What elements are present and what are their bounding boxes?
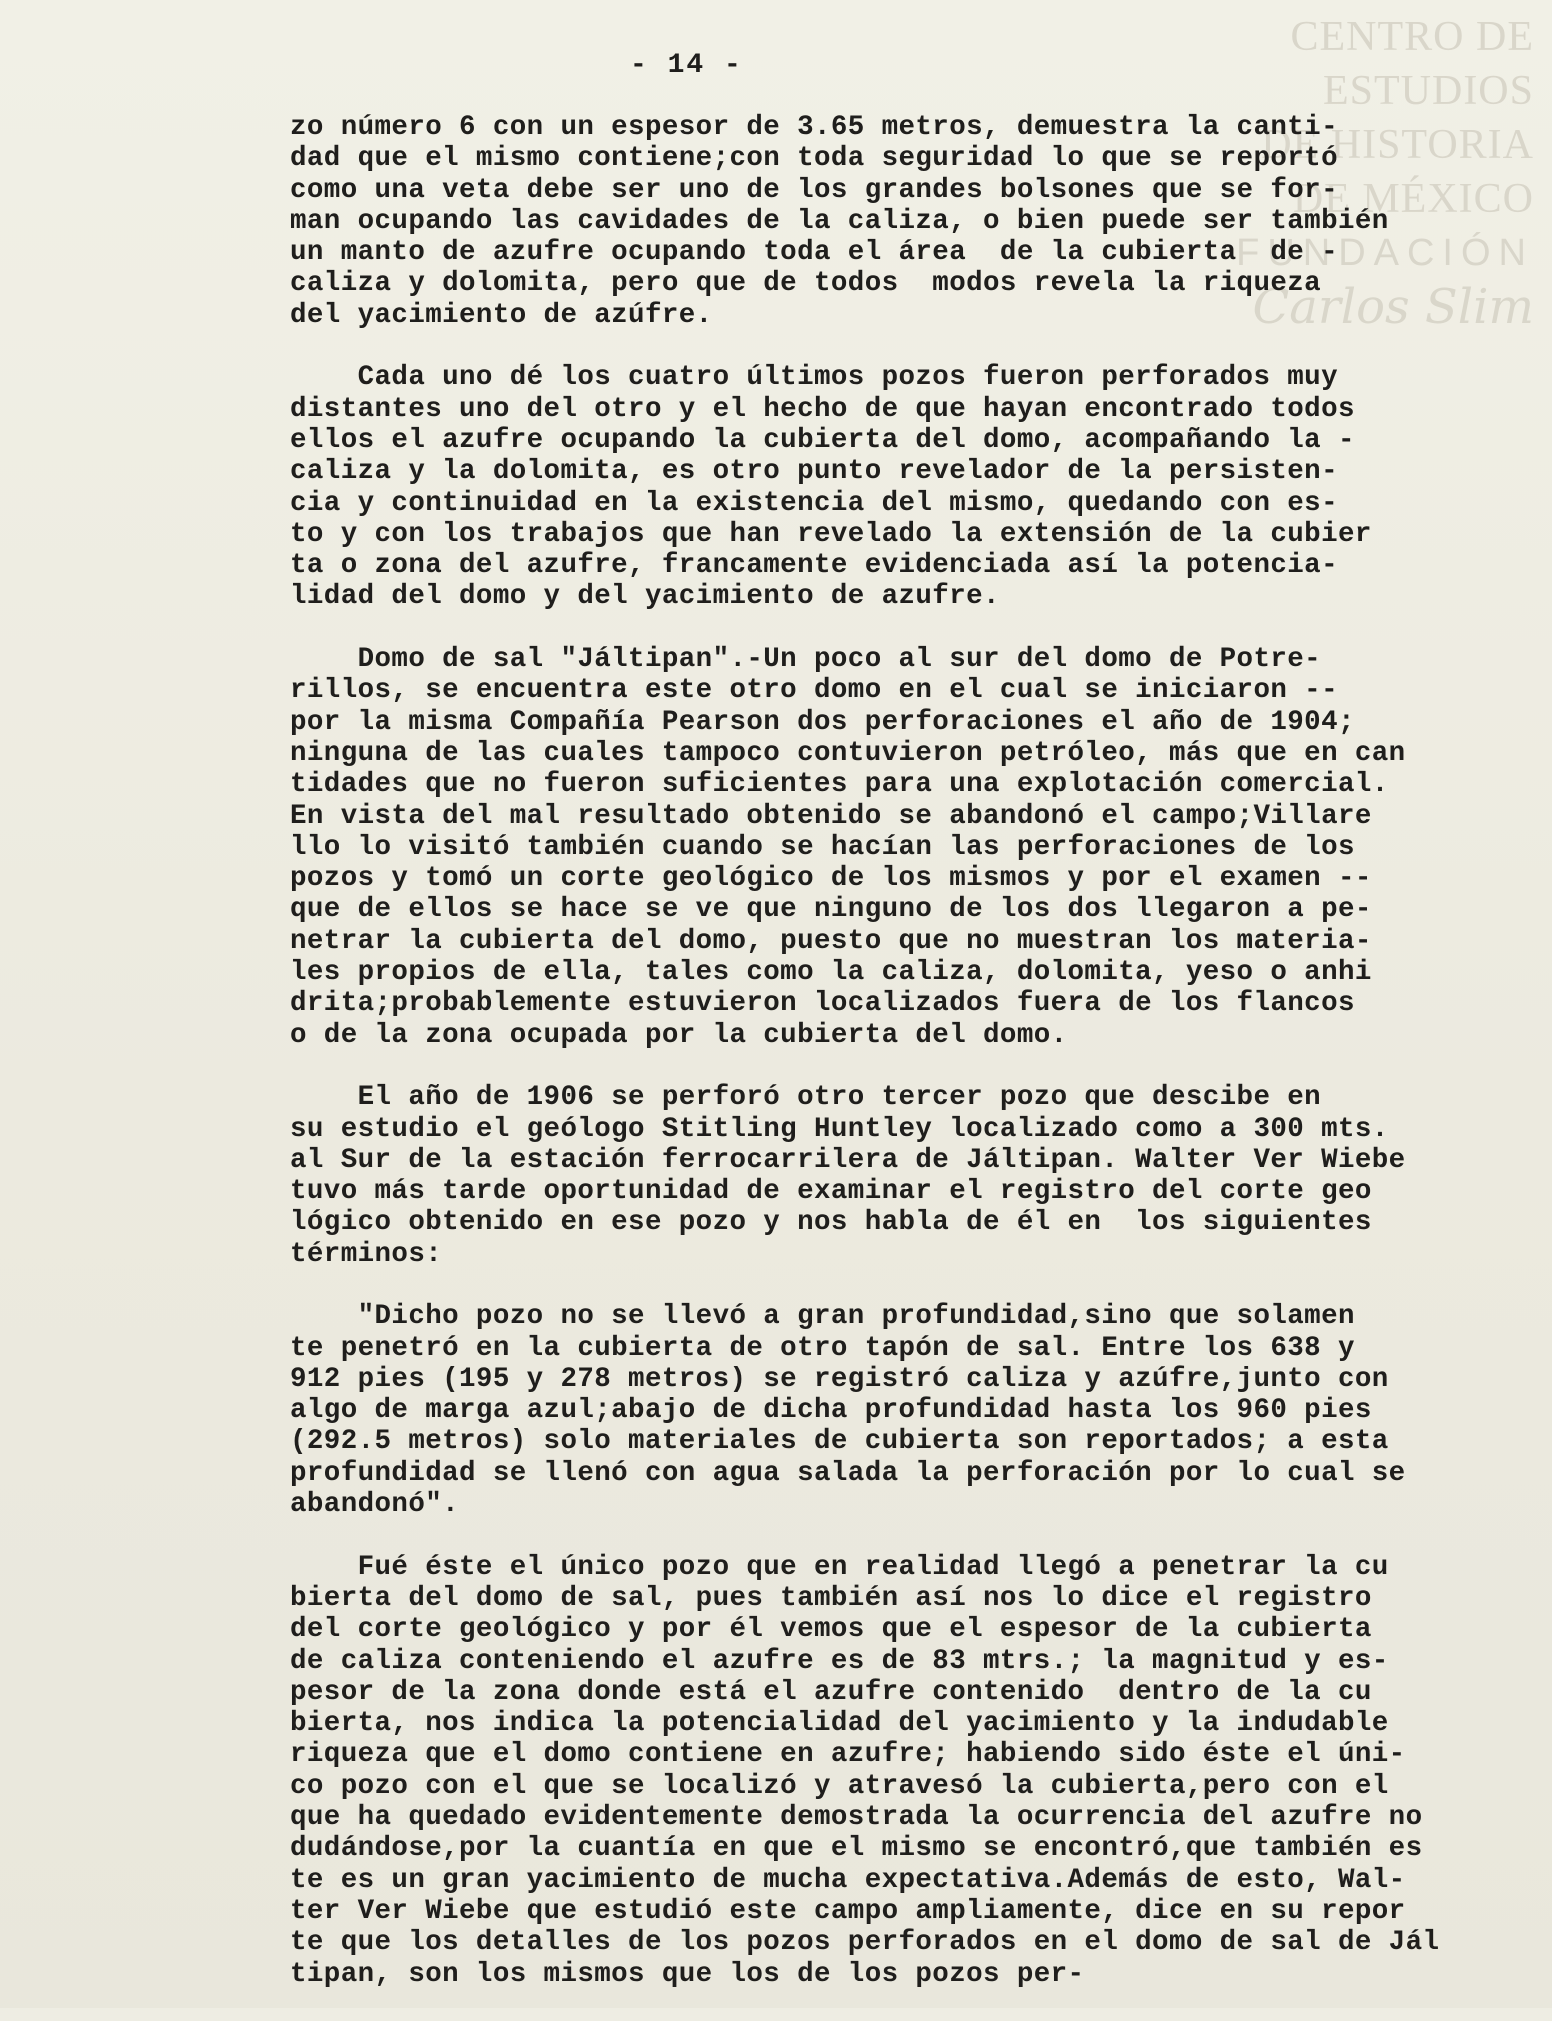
watermark-line: DE HISTORIA — [1261, 122, 1534, 168]
text-line: del yacimiento de azúfre. — [290, 299, 713, 331]
text-line: ta o zona del azufre, francamente evidenciada así la potencia- — [290, 550, 1338, 582]
text-line: (292.5 metros) solo materiales de cubierta son reportados; a esta — [290, 1426, 1389, 1458]
text-line: al Sur de la estación ferrocarrilera de Jáltipan. Walter Ver Wiebe — [290, 1144, 1406, 1176]
text-line: pozos y tomó un corte geológico de los mismos y por el examen -- — [290, 863, 1372, 895]
text-line: te penetró en la cubierta de otro tapón de sal. Entre los 638 y — [290, 1332, 1355, 1364]
text-line: que de ellos se hace se ve que ninguno de los dos llegaron a pe- — [290, 894, 1372, 926]
text-line: 912 pies (195 y 278 metros) se registró caliza y azúfre,junto con — [290, 1363, 1389, 1395]
text-line: bierta, nos indica la potencialidad del yacimiento y la indudable — [290, 1708, 1389, 1740]
text-line: riqueza que el domo contiene en azufre; habiendo sido éste el úni- — [290, 1739, 1406, 1771]
page-number: - 14 - — [630, 50, 743, 81]
text-line: ninguna de las cuales tampoco contuvieron petróleo, más que en can — [290, 737, 1406, 769]
watermark-signature: Carlos Slim — [1252, 279, 1534, 335]
text-line: Domo de sal "Jáltipan".-Un poco al sur del domo de Potre- — [290, 644, 1322, 676]
text-line: te es un gran yacimiento de mucha expectativa.Además de esto, Wal- — [290, 1864, 1406, 1896]
paragraph — [290, 644, 1550, 1051]
watermark-line: DE MÉXICO — [1292, 176, 1534, 222]
paragraph — [290, 362, 1550, 612]
watermark-line: CENTRO DE — [1290, 14, 1534, 60]
text-line: ellos el azufre ocupando la cubierta del domo, acompañando la - — [290, 424, 1355, 456]
watermark-line: FUNDACIÓN — [1236, 232, 1534, 274]
watermark-line: ESTUDIOS — [1322, 68, 1534, 114]
text-line: como una veta debe ser uno de los grandes bolsones que se for- — [290, 174, 1338, 206]
text-line: del corte geológico y por él vemos que el espesor de la cubierta — [290, 1614, 1372, 1646]
text-line: tidades que no fueron suficientes para una explotación comercial. — [290, 769, 1389, 801]
text-line: abandonó". — [290, 1489, 460, 1521]
text-line: su estudio el geólogo Stitling Huntley localizado como a 300 mts. — [290, 1113, 1389, 1145]
text-line: zo número 6 con un espesor de 3.65 metros, demuestra la canti- — [290, 112, 1338, 143]
text-line: o de la zona ocupada por la cubierta del domo. — [290, 1019, 1068, 1051]
text-line: términos: — [290, 1238, 443, 1270]
text-line: Cada uno dé los cuatro últimos pozos fueron perforados muy — [290, 362, 1338, 394]
text-line: to y con los trabajos que han revelado la extensión de la cubier — [290, 518, 1372, 550]
text-line: ter Ver Wiebe que estudió este campo ampliamente, dice en su repor — [290, 1895, 1406, 1927]
text-line: cia y continuidad en la existencia del mismo, quedando con es- — [290, 487, 1338, 519]
text-line: pesor de la zona donde está el azufre contenido dentro de la cu — [290, 1676, 1372, 1708]
text-line: profundidad se llenó con agua salada la perforación por lo cual se — [290, 1457, 1406, 1489]
text-line: llo lo visitó también cuando se hacían las perforaciones de los — [290, 831, 1355, 863]
text-line: En vista del mal resultado obtenido se abandonó el campo;Villare — [290, 800, 1372, 832]
text-line: les propios de ella, tales como la caliza, dolomita, yeso o anhi — [290, 957, 1372, 989]
text-line: Fué éste el único pozo que en realidad llegó a penetrar la cu — [290, 1551, 1389, 1583]
text-line: caliza y dolomita, pero que de todos modos revela la riqueza — [290, 268, 1322, 300]
text-line: distantes uno del otro y el hecho de que hayan encontrado todos — [290, 393, 1355, 425]
text-line: por la misma Compañía Pearson dos perforaciones el año de 1904; — [290, 706, 1355, 738]
paragraph — [290, 1301, 1550, 1520]
text-line: tuvo más tarde oportunidad de examinar el registro del corte geo — [290, 1176, 1372, 1208]
text-line: drita;probablemente estuvieron localizados fuera de los flancos — [290, 988, 1355, 1020]
text-line: lidad del domo y del yacimiento de azufre. — [290, 581, 1000, 613]
text-line: dad que el mismo contiene;con toda seguridad lo que se reportó — [290, 143, 1338, 175]
paragraph — [290, 1552, 1550, 1990]
text-line: algo de marga azul;abajo de dicha profundidad hasta los 960 pies — [290, 1395, 1372, 1427]
text-line: co pozo con el que se localizó y atravesó la cubierta,pero con el — [290, 1770, 1389, 1802]
text-line: dudándose,por la cuantía en que el mismo se encontró,que también es — [290, 1833, 1423, 1865]
text-line: un manto de azufre ocupando toda el área de la cubierta de - — [290, 237, 1338, 269]
paragraph — [290, 1082, 1550, 1270]
text-line: rillos, se encuentra este otro domo en el cual se iniciaron -- — [290, 675, 1338, 707]
text-line: de caliza conteniendo el azufre es de 83 mtrs.; la magnitud y es- — [290, 1645, 1389, 1677]
text-line: que ha quedado evidentemente demostrada la ocurrencia del azufre no — [290, 1802, 1423, 1834]
text-line: bierta del domo de sal, pues también así nos lo dice el registro — [290, 1582, 1372, 1614]
text-line: lógico obtenido en ese pozo y nos habla de él en los siguientes — [290, 1207, 1372, 1239]
text-line: netrar la cubierta del domo, puesto que no muestran los materia- — [290, 925, 1372, 957]
typed-body-text — [290, 112, 1550, 2021]
text-line: "Dicho pozo no se llevó a gran profundidad,sino que solamen — [290, 1301, 1355, 1333]
text-line: te que los detalles de los pozos perforados en el domo de sal de Jál — [290, 1927, 1440, 1959]
text-line: El año de 1906 se perforó otro tercer pozo que descibe en — [290, 1082, 1322, 1114]
paragraph — [290, 112, 1550, 331]
text-line: caliza y la dolomita, es otro punto revelador de la persisten- — [290, 456, 1338, 488]
text-line: tipan, son los mismos que los de los pozos per- — [290, 1958, 1085, 1990]
text-line: man ocupando las cavidades de la caliza, o bien puede ser también — [290, 205, 1389, 237]
